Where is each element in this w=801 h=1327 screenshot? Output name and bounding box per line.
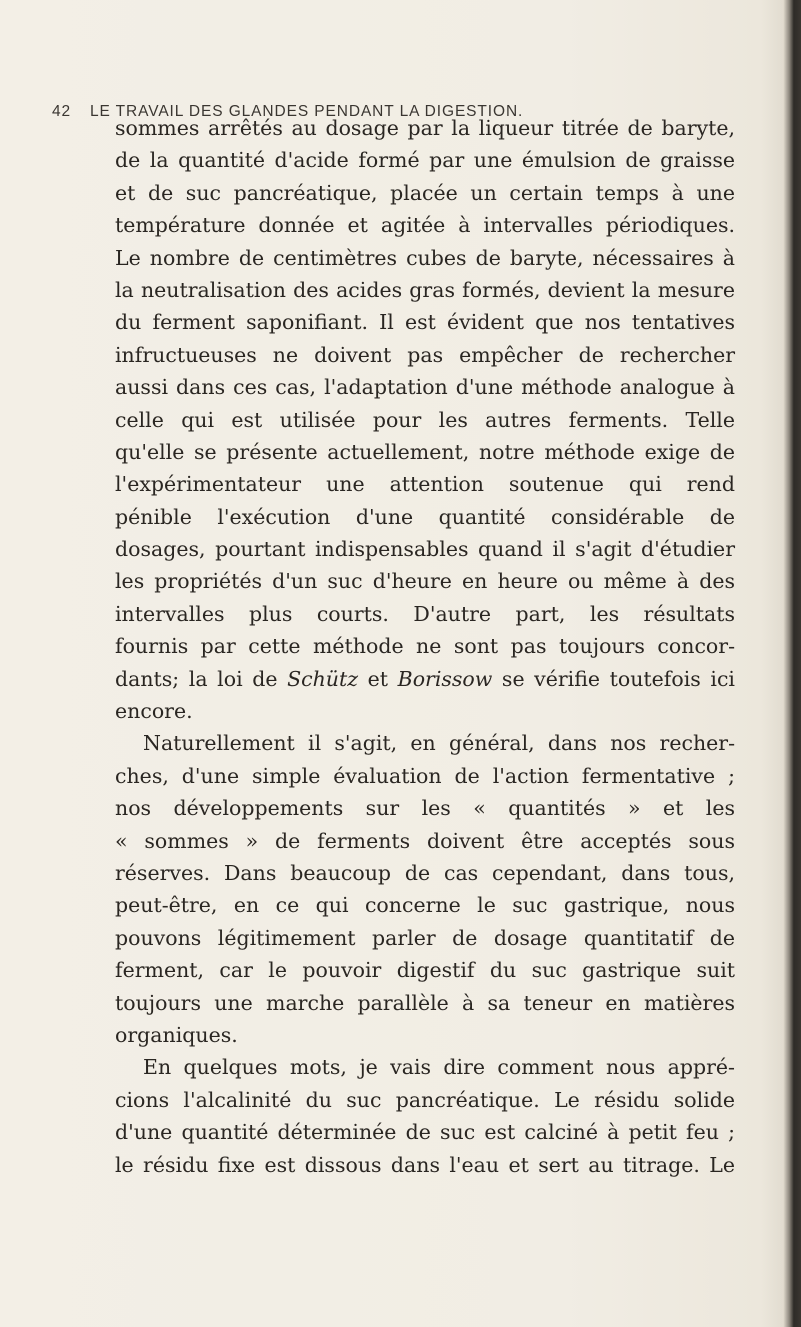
paragraph-start: Naturellement il s'agit, en général, dans nos recher- xyxy=(143,731,735,756)
text-line: cions l'alcalinité du suc pancréatique. Le résidu solide xyxy=(115,1087,735,1112)
text-line-with-citations xyxy=(115,663,735,695)
running-title: LE TRAVAIL DES GLANDES PENDANT LA DIGESTION. xyxy=(90,103,524,120)
text-line: réserves. Dans beaucoup de cas cependant, dans tous, xyxy=(115,860,735,885)
text-line: infructueuses ne doivent pas empêcher de rechercher xyxy=(115,342,735,367)
text-line: la neutralisation des acides gras formés, devient la mesure xyxy=(115,277,735,302)
body-text xyxy=(115,112,735,1181)
text-line: qu'elle se présente actuellement, notre méthode exige de xyxy=(115,439,735,464)
text-line: toujours une marche parallèle à sa teneur en matières xyxy=(115,990,735,1015)
text-line: ferment, car le pouvoir digestif du suc gastrique suit xyxy=(115,958,735,983)
text-line: du ferment saponifiant. Il est évident que nos tentatives xyxy=(115,310,735,335)
text-line: d'une quantité déterminée de suc est calciné à petit feu ; xyxy=(115,1120,735,1145)
text-segment: et xyxy=(358,666,398,691)
citation-borissow: Borissow xyxy=(397,666,493,691)
text-line: l'expérimentateur une attention soutenue qui rend xyxy=(115,472,735,497)
text-line: dosages, pourtant indispensables quand il s'agit d'étudier xyxy=(115,537,735,562)
text-line: « sommes » de ferments doivent être acceptés sous xyxy=(115,828,735,853)
text-line: organiques. xyxy=(115,1022,238,1047)
text-line: le résidu fixe est dissous dans l'eau et sert au titrage. Le xyxy=(115,1152,735,1177)
text-line: et de suc pancréatique, placée un certain temps à une xyxy=(115,180,735,205)
page-edge-shadow xyxy=(783,0,801,1327)
text-line: celle qui est utilisée pour les autres ferments. Telle xyxy=(115,407,735,432)
text-line: fournis par cette méthode ne sont pas toujours concor- xyxy=(115,634,735,659)
text-line: température donnée et agitée à intervalles périodiques. xyxy=(115,213,735,238)
text-segment: dants; la loi de xyxy=(115,666,288,691)
text-segment: se vérifie toutefois ici xyxy=(492,666,735,691)
text-line: sommes arrêtés au dosage par la liqueur titrée de baryte, xyxy=(115,116,735,140)
page-number: 42 xyxy=(52,103,72,120)
text-line: encore. xyxy=(115,699,193,724)
text-line: Le nombre de centimètres cubes de baryte, nécessaires à xyxy=(115,245,735,270)
text-line: ches, d'une simple évaluation de l'action fermentative ; xyxy=(115,763,735,788)
text-line: aussi dans ces cas, l'adaptation d'une méthode analogue à xyxy=(115,375,735,400)
citation-schutz: Schütz xyxy=(287,666,359,691)
text-line: pouvons légitimement parler de dosage quantitatif de xyxy=(115,925,735,950)
text-line: pénible l'exécution d'une quantité considérable de xyxy=(115,504,735,529)
text-line: peut-être, en ce qui concerne le suc gastrique, nous xyxy=(115,893,735,918)
text-line: nos développements sur les « quantités » et les xyxy=(115,796,735,821)
text-line: les propriétés d'un suc d'heure en heure ou même à des xyxy=(115,569,735,594)
text-line: de la quantité d'acide formé par une émulsion de graisse xyxy=(115,148,735,173)
paragraph-start: En quelques mots, je vais dire comment nous appré- xyxy=(143,1055,735,1080)
text-line: intervalles plus courts. D'autre part, les résultats xyxy=(115,601,735,626)
